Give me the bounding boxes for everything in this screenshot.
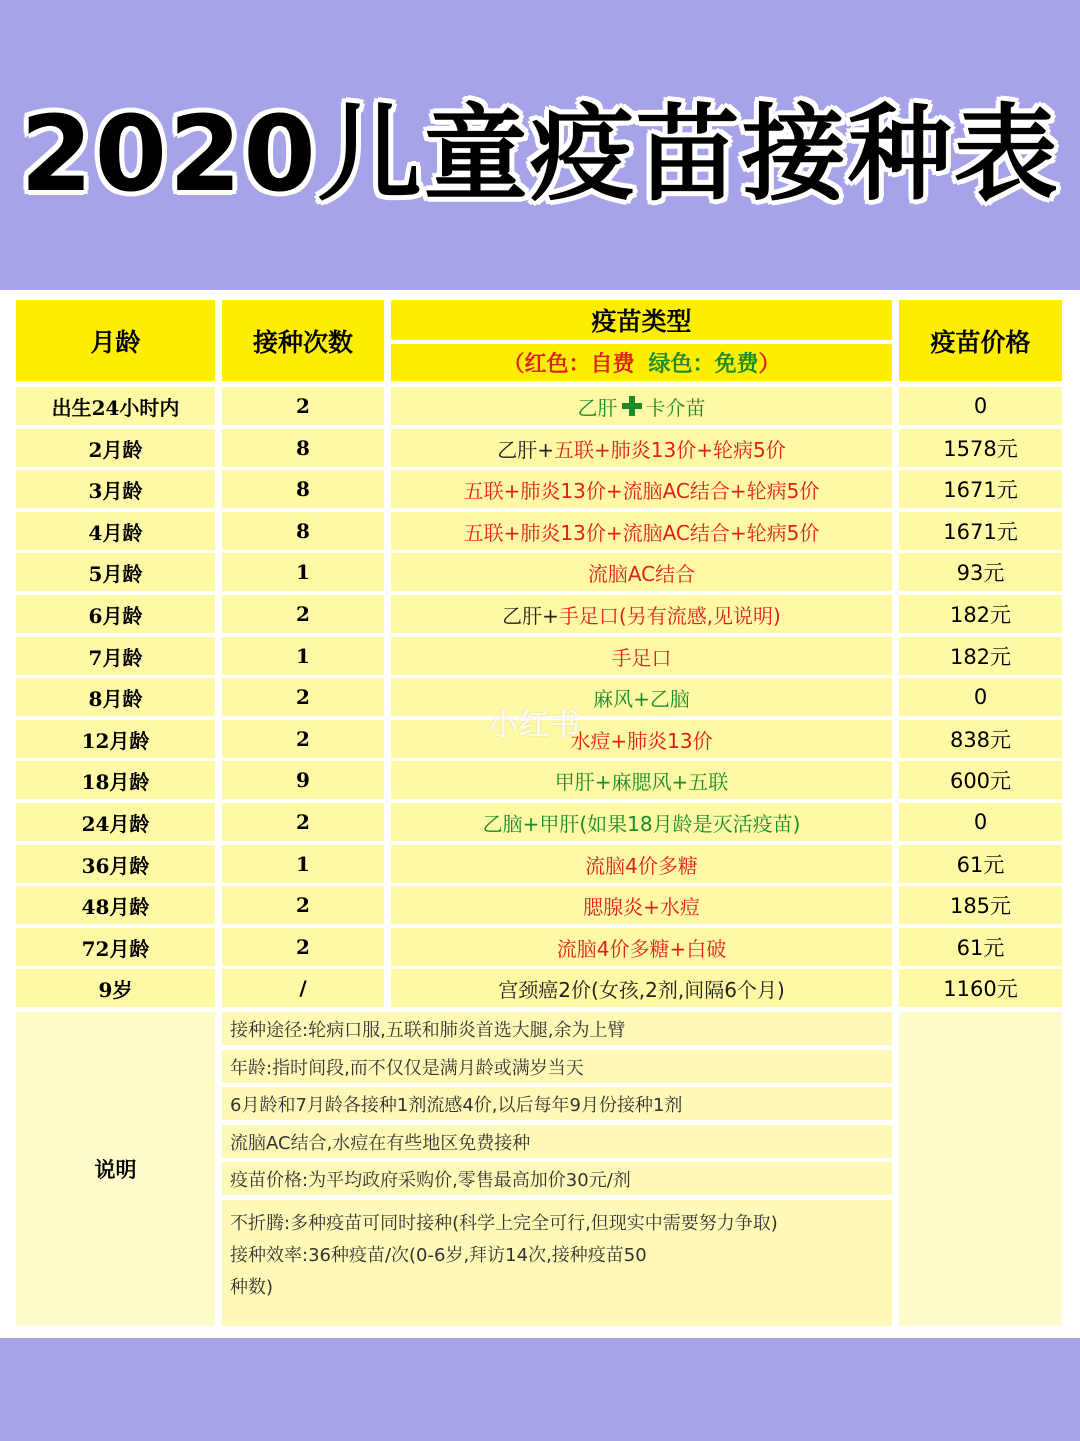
row-count: 1 — [222, 553, 384, 591]
row-price: 1578元 — [899, 429, 1062, 467]
header-type: 疫苗类型 — [391, 300, 892, 340]
row-count: 2 — [222, 803, 384, 841]
row-age: 36月龄 — [16, 845, 215, 883]
row-count: 2 — [222, 928, 384, 966]
vaccine-segment: 甲肝+麻腮风+五联 — [554, 769, 729, 794]
vaccine-segment: 流脑AC结合 — [587, 561, 696, 586]
notes-right-blank — [899, 1012, 1062, 1326]
row-price: 1671元 — [899, 512, 1062, 550]
row-age: 18月龄 — [16, 761, 215, 799]
row-count: 2 — [222, 720, 384, 758]
row-vaccine — [391, 387, 892, 425]
vaccine-segment: 流脑4价多糖 — [585, 853, 698, 878]
vaccine-segment: 五联+肺炎13价+流脑AC结合+轮病5价 — [463, 478, 820, 503]
vaccine-segment: 流脑4价多糖+白破 — [556, 936, 727, 961]
row-age: 2月龄 — [16, 429, 215, 467]
legend-open: （ — [502, 352, 525, 377]
row-price: 1160元 — [899, 969, 1062, 1007]
row-count: / — [222, 969, 384, 1007]
row-price: 93元 — [899, 553, 1062, 591]
row-count: 2 — [222, 678, 384, 716]
row-vaccine — [391, 678, 892, 716]
row-age: 出生24小时内 — [16, 387, 215, 425]
vaccine-segment: 乙脑+甲肝(如果18月龄是灭活疫苗) — [482, 811, 801, 836]
row-age: 6月龄 — [16, 595, 215, 633]
notes-line: 年龄:指时间段,而不仅仅是满月龄或满岁当天 — [222, 1050, 892, 1083]
row-vaccine — [391, 928, 892, 966]
row-age: 3月龄 — [16, 470, 215, 508]
row-vaccine — [391, 637, 892, 675]
row-price: 838元 — [899, 720, 1062, 758]
notes-block-line: 接种效率:36种疫苗/次(0-6岁,拜访14次,接种疫苗50 — [230, 1245, 647, 1266]
watermark-logo: 小红书 — [488, 708, 581, 743]
row-price: 61元 — [899, 928, 1062, 966]
notes-line: 疫苗价格:为平均政府采购价,零售最高加价30元/剂 — [222, 1162, 892, 1195]
vaccine-segment: 乙肝+ — [502, 603, 559, 628]
vaccine-segment: 腮腺炎+水痘 — [583, 894, 700, 919]
header-count: 接种次数 — [222, 300, 384, 381]
row-count: 2 — [222, 886, 384, 924]
row-count: 1 — [222, 637, 384, 675]
vaccine-segment: 水痘+肺炎13价 — [570, 728, 713, 753]
notes-label: 说明 — [16, 1012, 215, 1326]
row-age: 48月龄 — [16, 886, 215, 924]
row-age: 72月龄 — [16, 928, 215, 966]
notes-block-line: 不折腾:多种疫苗可同时接种(科学上完全可行,但现实中需要努力争取) — [230, 1213, 778, 1234]
row-age: 8月龄 — [16, 678, 215, 716]
row-vaccine — [391, 803, 892, 841]
row-price: 182元 — [899, 595, 1062, 633]
row-vaccine — [391, 553, 892, 591]
row-age: 12月龄 — [16, 720, 215, 758]
row-age: 24月龄 — [16, 803, 215, 841]
header-type-legend — [391, 344, 892, 381]
row-price: 0 — [899, 678, 1062, 716]
row-vaccine — [391, 845, 892, 883]
vaccine-segment: 乙肝+ — [497, 437, 555, 462]
row-count: 8 — [222, 470, 384, 508]
vaccine-segment: 五联+肺炎13价+轮病5价 — [554, 437, 786, 462]
title-banner — [0, 0, 1080, 290]
row-count: 2 — [222, 387, 384, 425]
notes-block — [222, 1200, 892, 1326]
row-price: 185元 — [899, 886, 1062, 924]
header-age: 月龄 — [16, 300, 215, 381]
row-price: 0 — [899, 387, 1062, 425]
notes-line: 6月龄和7月龄各接种1剂流感4价,以后每年9月份接种1剂 — [222, 1087, 892, 1120]
row-price: 61元 — [899, 845, 1062, 883]
vaccine-segment: 五联+肺炎13价+流脑AC结合+轮病5价 — [463, 520, 820, 545]
row-price: 1671元 — [899, 470, 1062, 508]
row-vaccine — [391, 595, 892, 633]
row-count: 2 — [222, 595, 384, 633]
row-age: 9岁 — [16, 969, 215, 1007]
row-age: 4月龄 — [16, 512, 215, 550]
row-vaccine — [391, 761, 892, 799]
row-price: 182元 — [899, 637, 1062, 675]
legend-close: ） — [758, 352, 781, 377]
notes-block-line: 种数) — [230, 1277, 274, 1298]
row-age: 7月龄 — [16, 637, 215, 675]
vaccine-segment: 乙肝 — [577, 395, 618, 420]
plus-icon — [622, 396, 642, 416]
vaccine-segment: 手足口 — [611, 645, 672, 670]
row-vaccine — [391, 886, 892, 924]
row-vaccine — [391, 720, 892, 758]
row-price: 600元 — [899, 761, 1062, 799]
vaccine-segment: 宫颈癌2价(女孩,2剂,间隔6个月) — [498, 977, 785, 1002]
vaccine-segment: 手足口(另有流感,见说明) — [558, 603, 781, 628]
row-price: 0 — [899, 803, 1062, 841]
row-vaccine — [391, 969, 892, 1007]
row-vaccine — [391, 429, 892, 467]
notes-line: 接种途径:轮病口服,五联和肺炎首选大腿,余为上臂 — [222, 1012, 892, 1045]
row-vaccine — [391, 470, 892, 508]
row-vaccine — [391, 512, 892, 550]
legend-green: 绿色：免费 — [648, 352, 759, 377]
vaccine-segment: 卡介苗 — [645, 395, 706, 420]
row-count: 8 — [222, 512, 384, 550]
footer-band — [0, 1338, 1080, 1441]
header-price: 疫苗价格 — [899, 300, 1062, 381]
row-count: 8 — [222, 429, 384, 467]
row-count: 9 — [222, 761, 384, 799]
legend-red: 红色：自费 — [524, 352, 635, 377]
row-count: 1 — [222, 845, 384, 883]
row-age: 5月龄 — [16, 553, 215, 591]
page-title: 2020儿童疫苗接种表 — [20, 93, 1060, 215]
vaccine-segment: 麻风+乙脑 — [593, 686, 690, 711]
notes-line: 流脑AC结合,水痘在有些地区免费接种 — [222, 1125, 892, 1158]
